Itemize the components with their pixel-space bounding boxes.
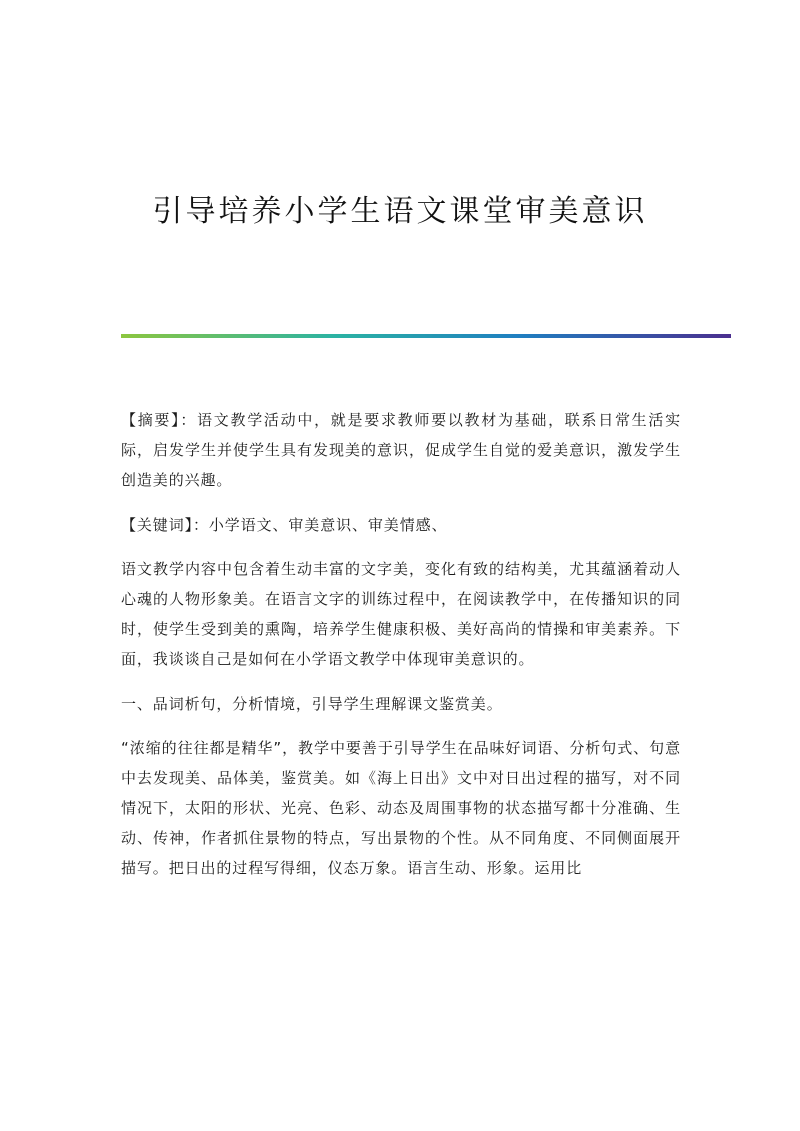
keywords-label: 【关键词】：	[121, 515, 209, 534]
body-paragraph-2: “浓缩的往往都是精华”，教学中要善于引导学生在品味好词语、分析句式、句意中去发现美、品体美，鉴赏美。如《海上日出》文中对日出过程的描写，对不同情况下，太阳的形状、光亮、色彩、动态及周围事物的状态描写都十分准确、生动、传神，作者抓住景物的特点，写出景物的个性。从不同角度、不同侧面展开描写。把日出的过程写得细，仪态万象。语言生动、形象。运用比	[121, 739, 681, 877]
section-heading-1: 一、品词析句，分析情境，引导学生理解课文鉴赏美。	[121, 694, 503, 713]
title-divider	[121, 334, 731, 338]
keywords-paragraph	[121, 510, 681, 540]
abstract-text: 语文教学活动中，就是要求教师要以教材为基础，联系日常生活实际，启发学生并使学生具有发现美的意识，促成学生自觉的爱美意识，激发学生创造美的兴趣。	[121, 411, 681, 489]
keywords-text: 小学语文、审美意识、审美情感、	[208, 515, 448, 534]
abstract-label: 【摘要】：	[121, 411, 198, 429]
document-body	[121, 405, 681, 898]
body-paragraph-1: 语文教学内容中包含着生动丰富的文字美，变化有致的结构美，尤其蕴涵着动人心魂的人物形象美。在语言文字的训练过程中，在阅读教学中，在传播知识的同时，使学生受到美的熏陶，培养学生健康积极、美好高尚的情操和审美素养。下面，我谈谈自己是如何在小学语文教学中体现审美意识的。	[121, 560, 681, 668]
abstract-paragraph	[121, 405, 681, 495]
document-title: 引导培养小学生语文课堂审美意识	[152, 194, 648, 229]
